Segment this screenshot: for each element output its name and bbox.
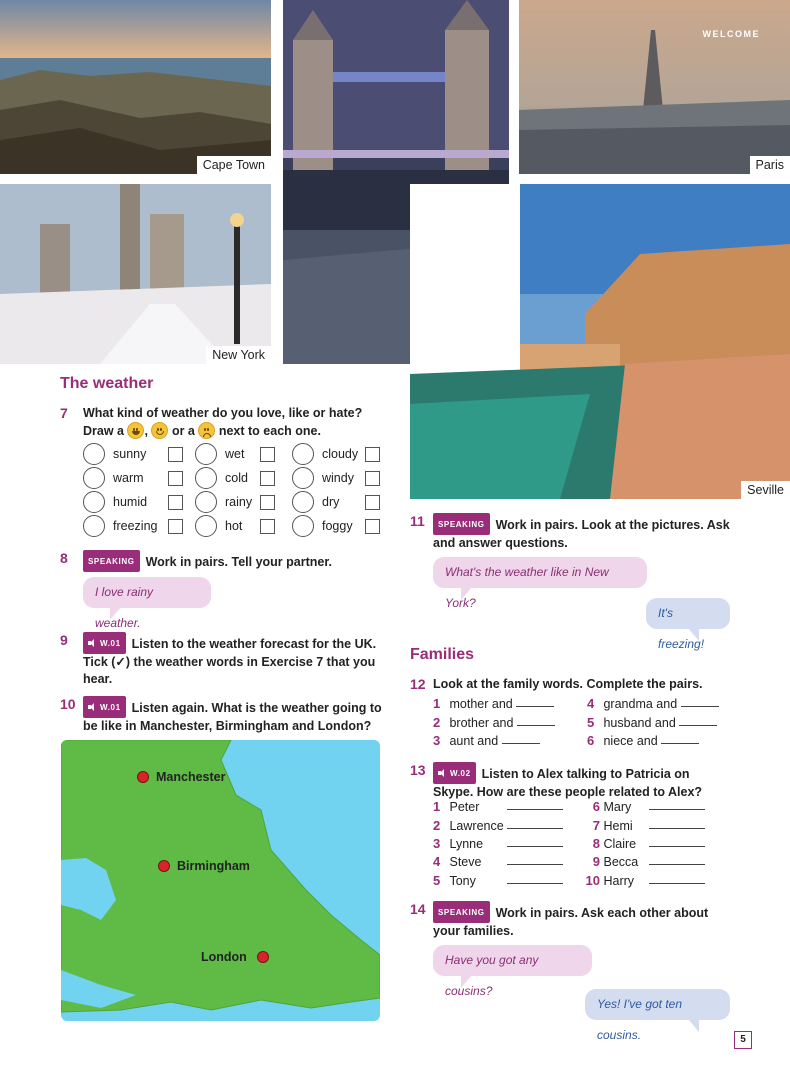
emoji-circle[interactable] (83, 443, 105, 465)
exercise-7-line1: What kind of weather do you love, like or hate? (83, 406, 363, 420)
family-pair: 2 brother and (433, 715, 555, 730)
map-city-london: London (201, 950, 269, 964)
weather-item: cold (195, 467, 275, 489)
audio-track-badge[interactable]: W.01 (83, 632, 126, 654)
map-city-manchester: Manchester (137, 770, 225, 784)
photo-caption: New York (206, 346, 271, 364)
speech-bubble: I love rainy weather. (83, 577, 211, 608)
tick-box[interactable] (365, 447, 380, 462)
weather-item: cloudy (292, 443, 380, 465)
photo-seville (410, 184, 790, 499)
exercise-11-instructions: SPEAKING Work in pairs. Look at the pictures. Ask and answer questions. (433, 513, 733, 552)
exercise-14-instructions: SPEAKING Work in pairs. Ask each other about your families. (433, 901, 733, 940)
exercise-13-instructions: W.02 Listen to Alex talking to Patricia on Skype. How are these people related to Alex? (433, 762, 733, 801)
speaking-badge: SPEAKING (83, 550, 140, 572)
tick-box[interactable] (365, 495, 380, 510)
weather-item: sunny (83, 443, 183, 465)
weather-item: freezing (83, 515, 183, 537)
emoji-circle[interactable] (292, 443, 314, 465)
emoji-circle[interactable] (292, 491, 314, 513)
emoji-circle[interactable] (195, 443, 217, 465)
smiling-face-icon (151, 422, 168, 439)
tick-box[interactable] (168, 519, 183, 534)
emoji-circle[interactable] (83, 467, 105, 489)
section-heading-weather: The weather (60, 375, 154, 392)
photo-paris (519, 0, 790, 174)
person-row: 9 Becca (578, 854, 705, 869)
answer-blank[interactable] (649, 864, 705, 865)
answer-blank[interactable] (507, 809, 563, 810)
person-row: 4 Steve (433, 854, 563, 869)
person-row: 7 Hemi (578, 818, 705, 833)
answer-blank[interactable] (649, 828, 705, 829)
emoji-circle[interactable] (292, 515, 314, 537)
grinning-face-icon (127, 422, 144, 439)
answer-blank[interactable] (649, 846, 705, 847)
emoji-circle[interactable] (195, 491, 217, 513)
speech-bubble-tail (688, 628, 699, 641)
answer-blank[interactable] (517, 725, 555, 726)
emoji-circle[interactable] (83, 491, 105, 513)
exercise-10-instructions: W.01 Listen again. What is the weather going to be like in Manchester, Birmingham and London? (83, 696, 383, 735)
tick-box[interactable] (168, 471, 183, 486)
answer-blank[interactable] (507, 864, 563, 865)
speaker-icon (438, 769, 447, 777)
family-pair: 6 niece and (587, 733, 699, 748)
person-row: 6 Mary (578, 799, 705, 814)
family-pair: 1 mother and (433, 696, 554, 711)
speech-bubble-tail (461, 587, 472, 600)
person-row: 1 Peter (433, 799, 563, 814)
answer-blank[interactable] (516, 706, 554, 707)
family-pair: 3 aunt and (433, 733, 540, 748)
photo-new-york (0, 184, 271, 364)
exercise-number: 9 (60, 632, 68, 648)
weather-item: rainy (195, 491, 275, 513)
answer-blank[interactable] (649, 883, 705, 884)
answer-blank[interactable] (679, 725, 717, 726)
speech-bubble: Have you got any cousins? (433, 945, 592, 976)
frowning-face-icon (198, 422, 215, 439)
person-row: 10 Harry (578, 873, 705, 888)
answer-blank[interactable] (681, 706, 719, 707)
exercise-8-instructions: SPEAKING Work in pairs. Tell your partner. (83, 550, 383, 572)
city-dot-icon (137, 771, 149, 783)
photo-caption: Cape Town (197, 156, 271, 174)
exercise-7-instructions: What kind of weather do you love, like or hate? Draw a , or a next to each one. (83, 406, 363, 438)
answer-blank[interactable] (502, 743, 540, 744)
speaker-icon (88, 703, 97, 711)
speech-bubble-tail (461, 975, 472, 988)
weather-item: foggy (292, 515, 380, 537)
person-row: 5 Tony (433, 873, 563, 888)
speaker-icon (88, 639, 97, 647)
emoji-circle[interactable] (195, 515, 217, 537)
audio-track-badge[interactable]: W.01 (83, 696, 126, 718)
emoji-circle[interactable] (292, 467, 314, 489)
audio-track-badge[interactable]: W.02 (433, 762, 476, 784)
answer-blank[interactable] (649, 809, 705, 810)
tick-box[interactable] (168, 447, 183, 462)
answer-blank[interactable] (661, 743, 699, 744)
exercise-number: 7 (60, 405, 68, 421)
tick-box[interactable] (260, 447, 275, 462)
city-dot-icon (158, 860, 170, 872)
speaking-badge: SPEAKING (433, 513, 490, 535)
answer-blank[interactable] (507, 846, 563, 847)
exercise-number: 14 (410, 901, 426, 917)
person-row: 2 Lawrence (433, 818, 563, 833)
photo-caption: Paris (750, 156, 790, 174)
answer-blank[interactable] (507, 883, 563, 884)
exercise-number: 13 (410, 762, 426, 778)
tick-box[interactable] (365, 519, 380, 534)
person-row: 3 Lynne (433, 836, 563, 851)
person-row: 8 Claire (578, 836, 705, 851)
tick-box[interactable] (260, 519, 275, 534)
tick-box[interactable] (260, 471, 275, 486)
map-city-birmingham: Birmingham (158, 859, 250, 873)
answer-blank[interactable] (507, 828, 563, 829)
weather-item: hot (195, 515, 275, 537)
photo-caption: Seville (741, 481, 790, 499)
exercise-7-draw: Draw a (83, 424, 124, 438)
family-pair: 5 husband and (587, 715, 717, 730)
speech-bubble: Yes! I've got ten cousins. (585, 989, 730, 1020)
weather-item: dry (292, 491, 380, 513)
photo-cape-town (0, 0, 271, 174)
tick-box[interactable] (168, 495, 183, 510)
weather-item: wet (195, 443, 275, 465)
speech-bubble-tail (110, 607, 121, 620)
tick-box[interactable] (260, 495, 275, 510)
exercise-number: 8 (60, 550, 68, 566)
weather-item: warm (83, 467, 183, 489)
exercise-12-instructions: Look at the family words. Complete the pairs. (433, 677, 703, 691)
exercise-number: 10 (60, 696, 76, 712)
speech-bubble: It's freezing! (646, 598, 730, 629)
exercise-number: 12 (410, 676, 426, 692)
emoji-circle[interactable] (83, 515, 105, 537)
section-heading-families: Families (410, 646, 475, 663)
speaking-badge: SPEAKING (433, 901, 490, 923)
uk-map (61, 740, 380, 1021)
weather-item: humid (83, 491, 183, 513)
welcome-banner: WELCOME (702, 29, 760, 39)
tick-box[interactable] (365, 471, 380, 486)
speech-bubble: What's the weather like in New York? (433, 557, 647, 588)
city-dot-icon (257, 951, 269, 963)
page-number: 5 (734, 1031, 752, 1049)
speech-bubble-tail (688, 1019, 699, 1032)
weather-item: windy (292, 467, 380, 489)
exercise-number: 11 (410, 513, 425, 529)
emoji-circle[interactable] (195, 467, 217, 489)
exercise-9-instructions: W.01 Listen to the weather forecast for the UK. Tick (✓) the weather words in Exercise 7 that you hear. (83, 632, 383, 688)
family-pair: 4 grandma and (587, 696, 719, 711)
